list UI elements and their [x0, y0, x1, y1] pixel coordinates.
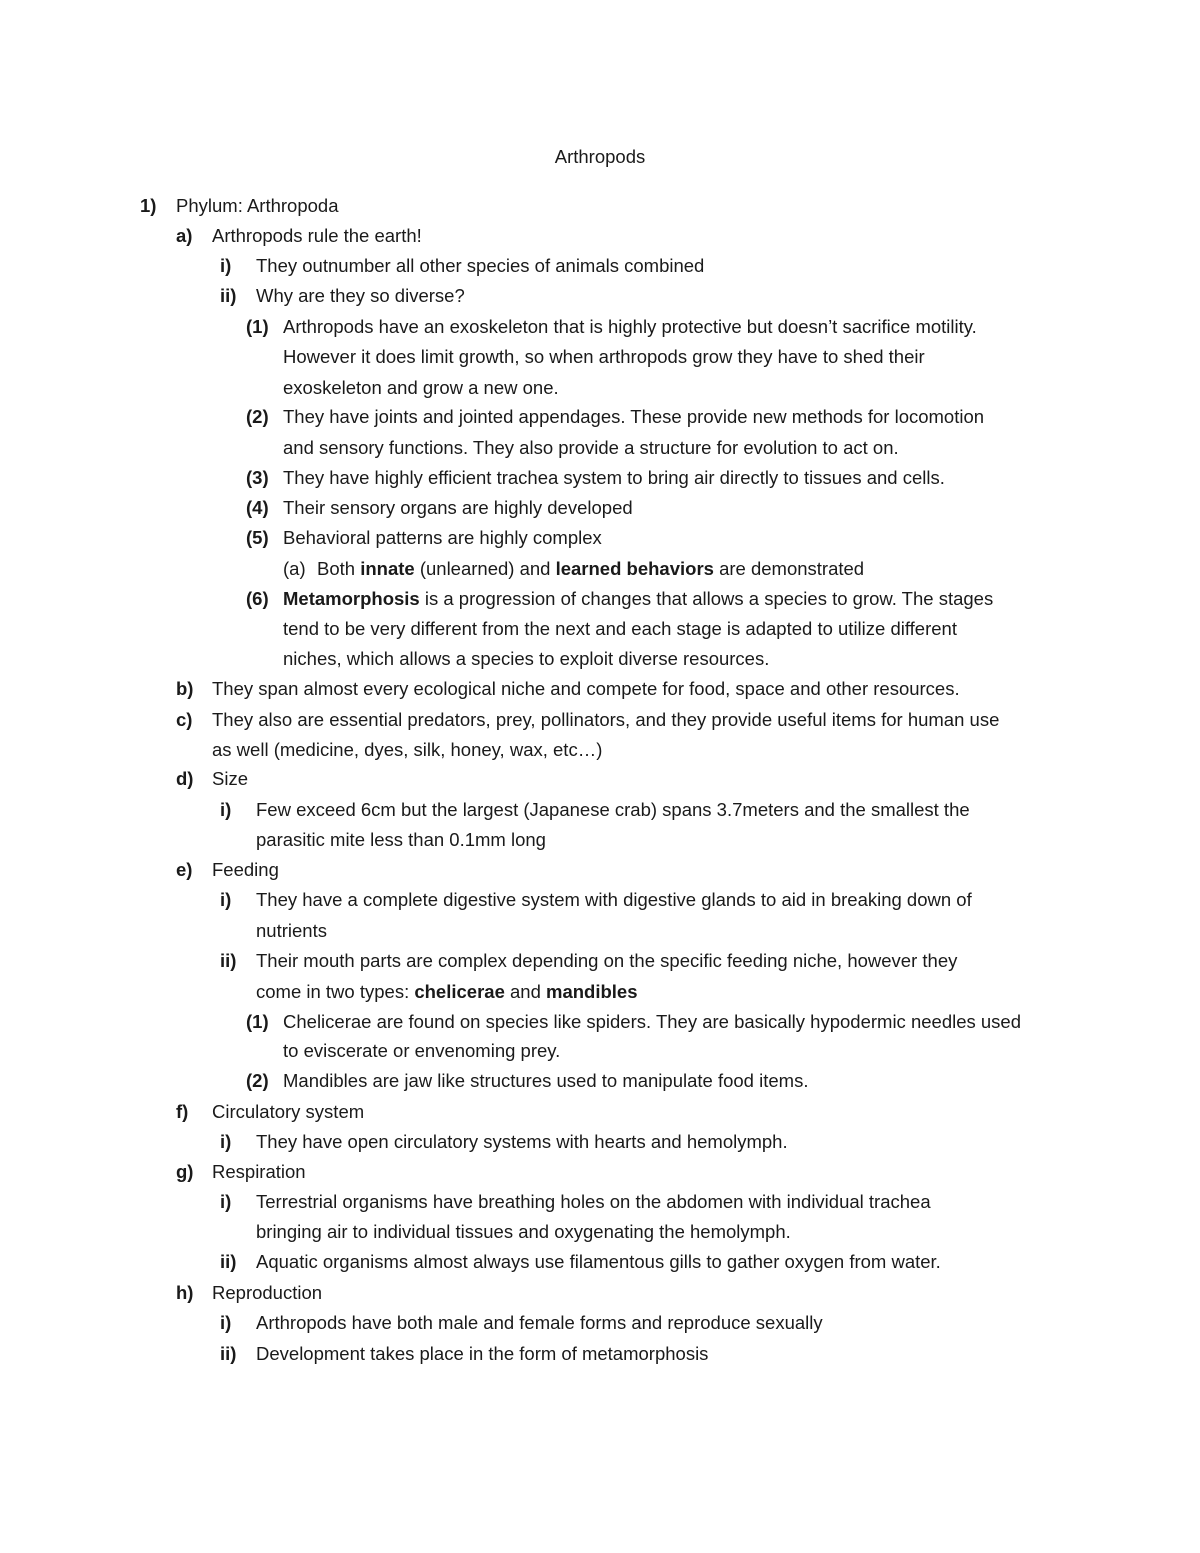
- item-text: Aquatic organisms almost always use filamentous gills to gather oxygen from water.: [256, 1251, 941, 1272]
- item-marker: d): [176, 768, 194, 789]
- item-text: Reproduction: [212, 1282, 323, 1303]
- term-metamorphosis: Metamorphosis: [283, 588, 420, 609]
- term-innate: innate: [360, 558, 415, 579]
- item-marker: ii): [220, 285, 237, 306]
- item-text: Arthropods have an exoskeleton that is highly protective but doesn’t sacrifice motility.: [283, 316, 977, 337]
- term-learned-behaviors: learned behaviors: [555, 558, 714, 579]
- item-marker: ii): [220, 1343, 237, 1364]
- item-text: and sensory functions. They also provide a structure for evolution to act on.: [283, 437, 899, 458]
- item-text: Their mouth parts are complex depending on the specific feeding niche, however they: [256, 950, 958, 971]
- item-marker: i): [220, 1191, 232, 1212]
- item-text: exoskeleton and grow a new one.: [283, 377, 559, 398]
- item-marker: i): [220, 799, 232, 820]
- item-marker: h): [176, 1282, 194, 1303]
- item-marker: i): [220, 1131, 232, 1152]
- item-marker: (1): [246, 1011, 269, 1032]
- item-text: niches, which allows a species to exploit diverse resources.: [283, 648, 770, 669]
- item-text: come in two types: chelicerae and mandibles: [256, 981, 638, 1002]
- page-title: Arthropods: [554, 146, 646, 167]
- item-text: They outnumber all other species of animals combined: [256, 255, 705, 276]
- item-text: Size: [212, 768, 248, 789]
- item-text: bringing air to individual tissues and oxygenating the hemolymph.: [256, 1221, 791, 1242]
- item-text: Few exceed 6cm but the largest (Japanese crab) spans 3.7meters and the smallest the: [256, 799, 970, 820]
- item-text: They have joints and jointed appendages. These provide new methods for locomotion: [283, 406, 985, 427]
- item-marker: g): [176, 1161, 194, 1182]
- item-text: Phylum: Arthropoda: [176, 195, 339, 216]
- item-marker: (3): [246, 467, 269, 488]
- item-text: nutrients: [256, 920, 327, 941]
- item-marker: (2): [246, 406, 269, 427]
- term-chelicerae: chelicerae: [414, 981, 505, 1002]
- item-marker: b): [176, 678, 194, 699]
- item-text: Metamorphosis is a progression of changes that allows a species to grow. The stages: [283, 588, 994, 609]
- item-marker: 1): [140, 195, 157, 216]
- item-text: They have highly efficient trachea system to bring air directly to tissues and cells.: [283, 467, 945, 488]
- item-text: Both innate (unlearned) and learned behaviors are demonstrated: [317, 558, 865, 579]
- item-marker: i): [220, 255, 232, 276]
- item-text: Why are they so diverse?: [256, 285, 465, 306]
- item-marker: ii): [220, 1251, 237, 1272]
- item-marker: ii): [220, 950, 237, 971]
- item-text: They have open circulatory systems with hearts and hemolymph.: [256, 1131, 788, 1152]
- item-text: Arthropods rule the earth!: [212, 225, 422, 246]
- item-text: However it does limit growth, so when arthropods grow they have to shed their: [283, 346, 925, 367]
- item-text: as well (medicine, dyes, silk, honey, wax, etc…): [212, 739, 603, 760]
- item-marker: (5): [246, 527, 269, 548]
- item-marker: (2): [246, 1070, 269, 1091]
- term-mandibles: mandibles: [546, 981, 638, 1002]
- item-marker: e): [176, 859, 193, 880]
- item-marker: (4): [246, 497, 269, 518]
- item-marker: (6): [246, 588, 269, 609]
- item-text: Their sensory organs are highly developed: [283, 497, 633, 518]
- item-text: They have a complete digestive system with digestive glands to aid in breaking down of: [256, 889, 972, 910]
- item-text: Feeding: [212, 859, 279, 880]
- item-text: Respiration: [212, 1161, 306, 1182]
- item-text: Behavioral patterns are highly complex: [283, 527, 602, 548]
- item-text: Mandibles are jaw like structures used to manipulate food items.: [283, 1070, 809, 1091]
- item-text: They also are essential predators, prey, pollinators, and they provide useful items for human use: [212, 709, 1000, 730]
- item-marker: a): [176, 225, 193, 246]
- item-text: tend to be very different from the next and each stage is adapted to utilize different: [283, 618, 957, 639]
- item-text: Chelicerae are found on species like spiders. They are basically hypodermic needles used: [283, 1011, 1022, 1032]
- item-marker: f): [176, 1101, 189, 1122]
- item-marker: i): [220, 889, 232, 910]
- item-text: Development takes place in the form of metamorphosis: [256, 1343, 709, 1364]
- item-text: They span almost every ecological niche and compete for food, space and other resources.: [212, 678, 960, 699]
- item-text: Arthropods have both male and female forms and reproduce sexually: [256, 1312, 823, 1333]
- item-marker: (a): [283, 558, 306, 579]
- item-text: to eviscerate or envenoming prey.: [283, 1040, 561, 1061]
- item-marker: (1): [246, 316, 269, 337]
- item-text: parasitic mite less than 0.1mm long: [256, 829, 546, 850]
- item-text: Terrestrial organisms have breathing holes on the abdomen with individual trachea: [256, 1191, 931, 1212]
- item-marker: c): [176, 709, 193, 730]
- item-text: Circulatory system: [212, 1101, 365, 1122]
- item-marker: i): [220, 1312, 232, 1333]
